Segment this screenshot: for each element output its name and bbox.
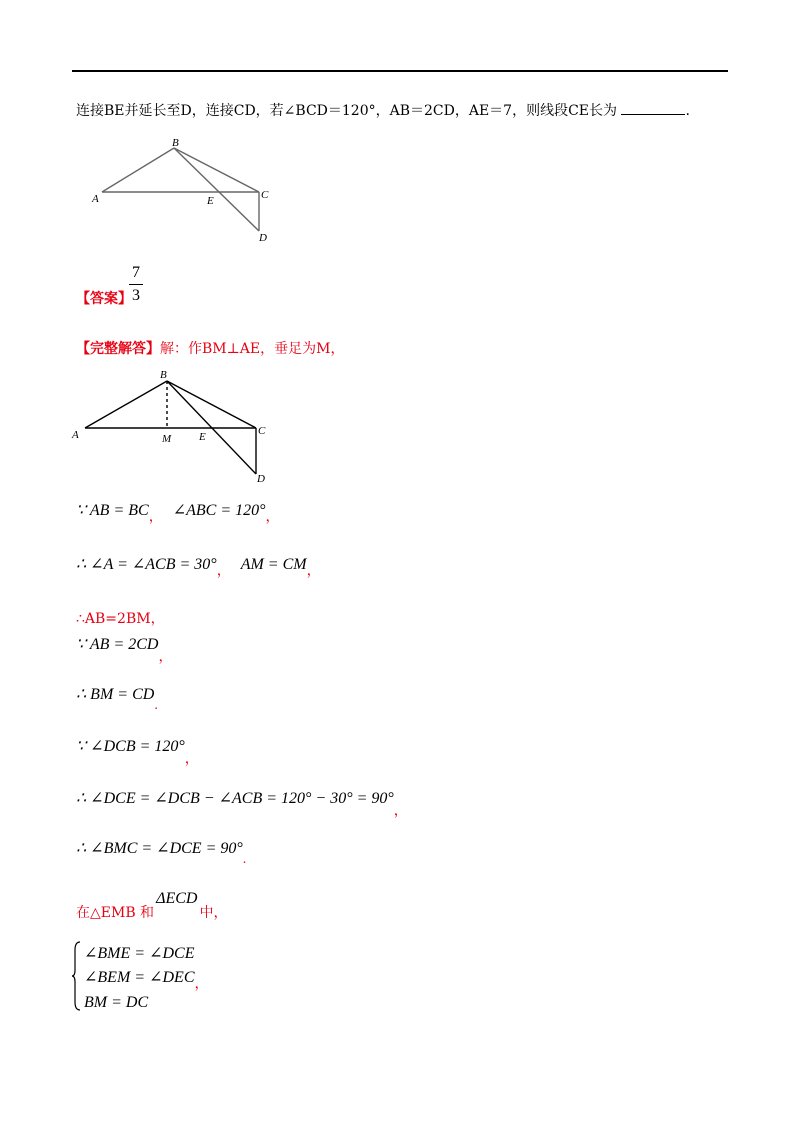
label-d: D [257,473,265,485]
system-brace [72,940,82,1012]
solution-tag: 【完整解答】 [76,341,160,357]
step-7: ∴ ∠DCE = ∠DCB − ∠ACB = 120° − 30° = 90°， [76,790,408,819]
label-b: B [160,369,167,381]
step-8: ∴ ∠BMC = ∠DCE = 90°. [76,840,247,867]
answer-blank [621,102,685,115]
segment-ab [85,381,167,428]
segment-bc [167,381,256,428]
triangle-compare-line: 在△EMB 和ΔECD中， [76,890,228,921]
system-eq-2: ∠BEM = ∠DEC， [84,969,209,992]
figure-triangle-2 [66,366,286,488]
step-3: ∴AB=2BM， [76,611,165,627]
label-b: B [172,137,179,149]
question-tail: . [685,103,690,119]
solution-intro: 解：作BM⊥AE，垂足为M， [160,341,345,357]
question-line [76,100,690,120]
segment-bc [174,148,259,192]
solution-header [76,338,344,358]
label-e: E [199,431,206,443]
label-m: M [162,433,172,445]
answer-tag: 【答案】 [76,291,132,307]
step-6: ∵ ∠DCB = 120°， [76,738,199,767]
label-a: A [92,193,99,205]
label-c: C [258,425,266,437]
system-equations [84,942,208,1015]
question-text: 连接BE并延长至D，连接CD，若∠BCD＝120°，AB＝2CD，AE＝7，则线段CE长为 [76,103,618,119]
label-c: C [261,189,269,201]
header-rule [72,70,728,72]
triangle-ecd: ΔECD [156,890,198,907]
label-d: D [259,232,267,244]
system-eq-1: ∠BME = ∠DCE [84,945,195,962]
label-e: E [207,195,214,207]
system-eq-3: BM = DC [84,994,149,1011]
answer-numerator: 7 [132,264,140,281]
answer-fraction [129,264,143,305]
segment-ab [102,148,174,192]
step-1: ∵ AB = BC， ∠ABC = 120°， [76,502,280,525]
step-4: ∵ AB = 2CD， [76,636,173,665]
step-2: ∴ ∠A = ∠ACB = 30°， AM = CM， [76,556,321,579]
segment-bd [174,148,259,231]
answer-denominator: 3 [132,287,140,304]
label-a: A [72,429,79,441]
step-5: ∴ BM = CD. [76,686,158,713]
figure-triangle-1 [88,136,278,248]
